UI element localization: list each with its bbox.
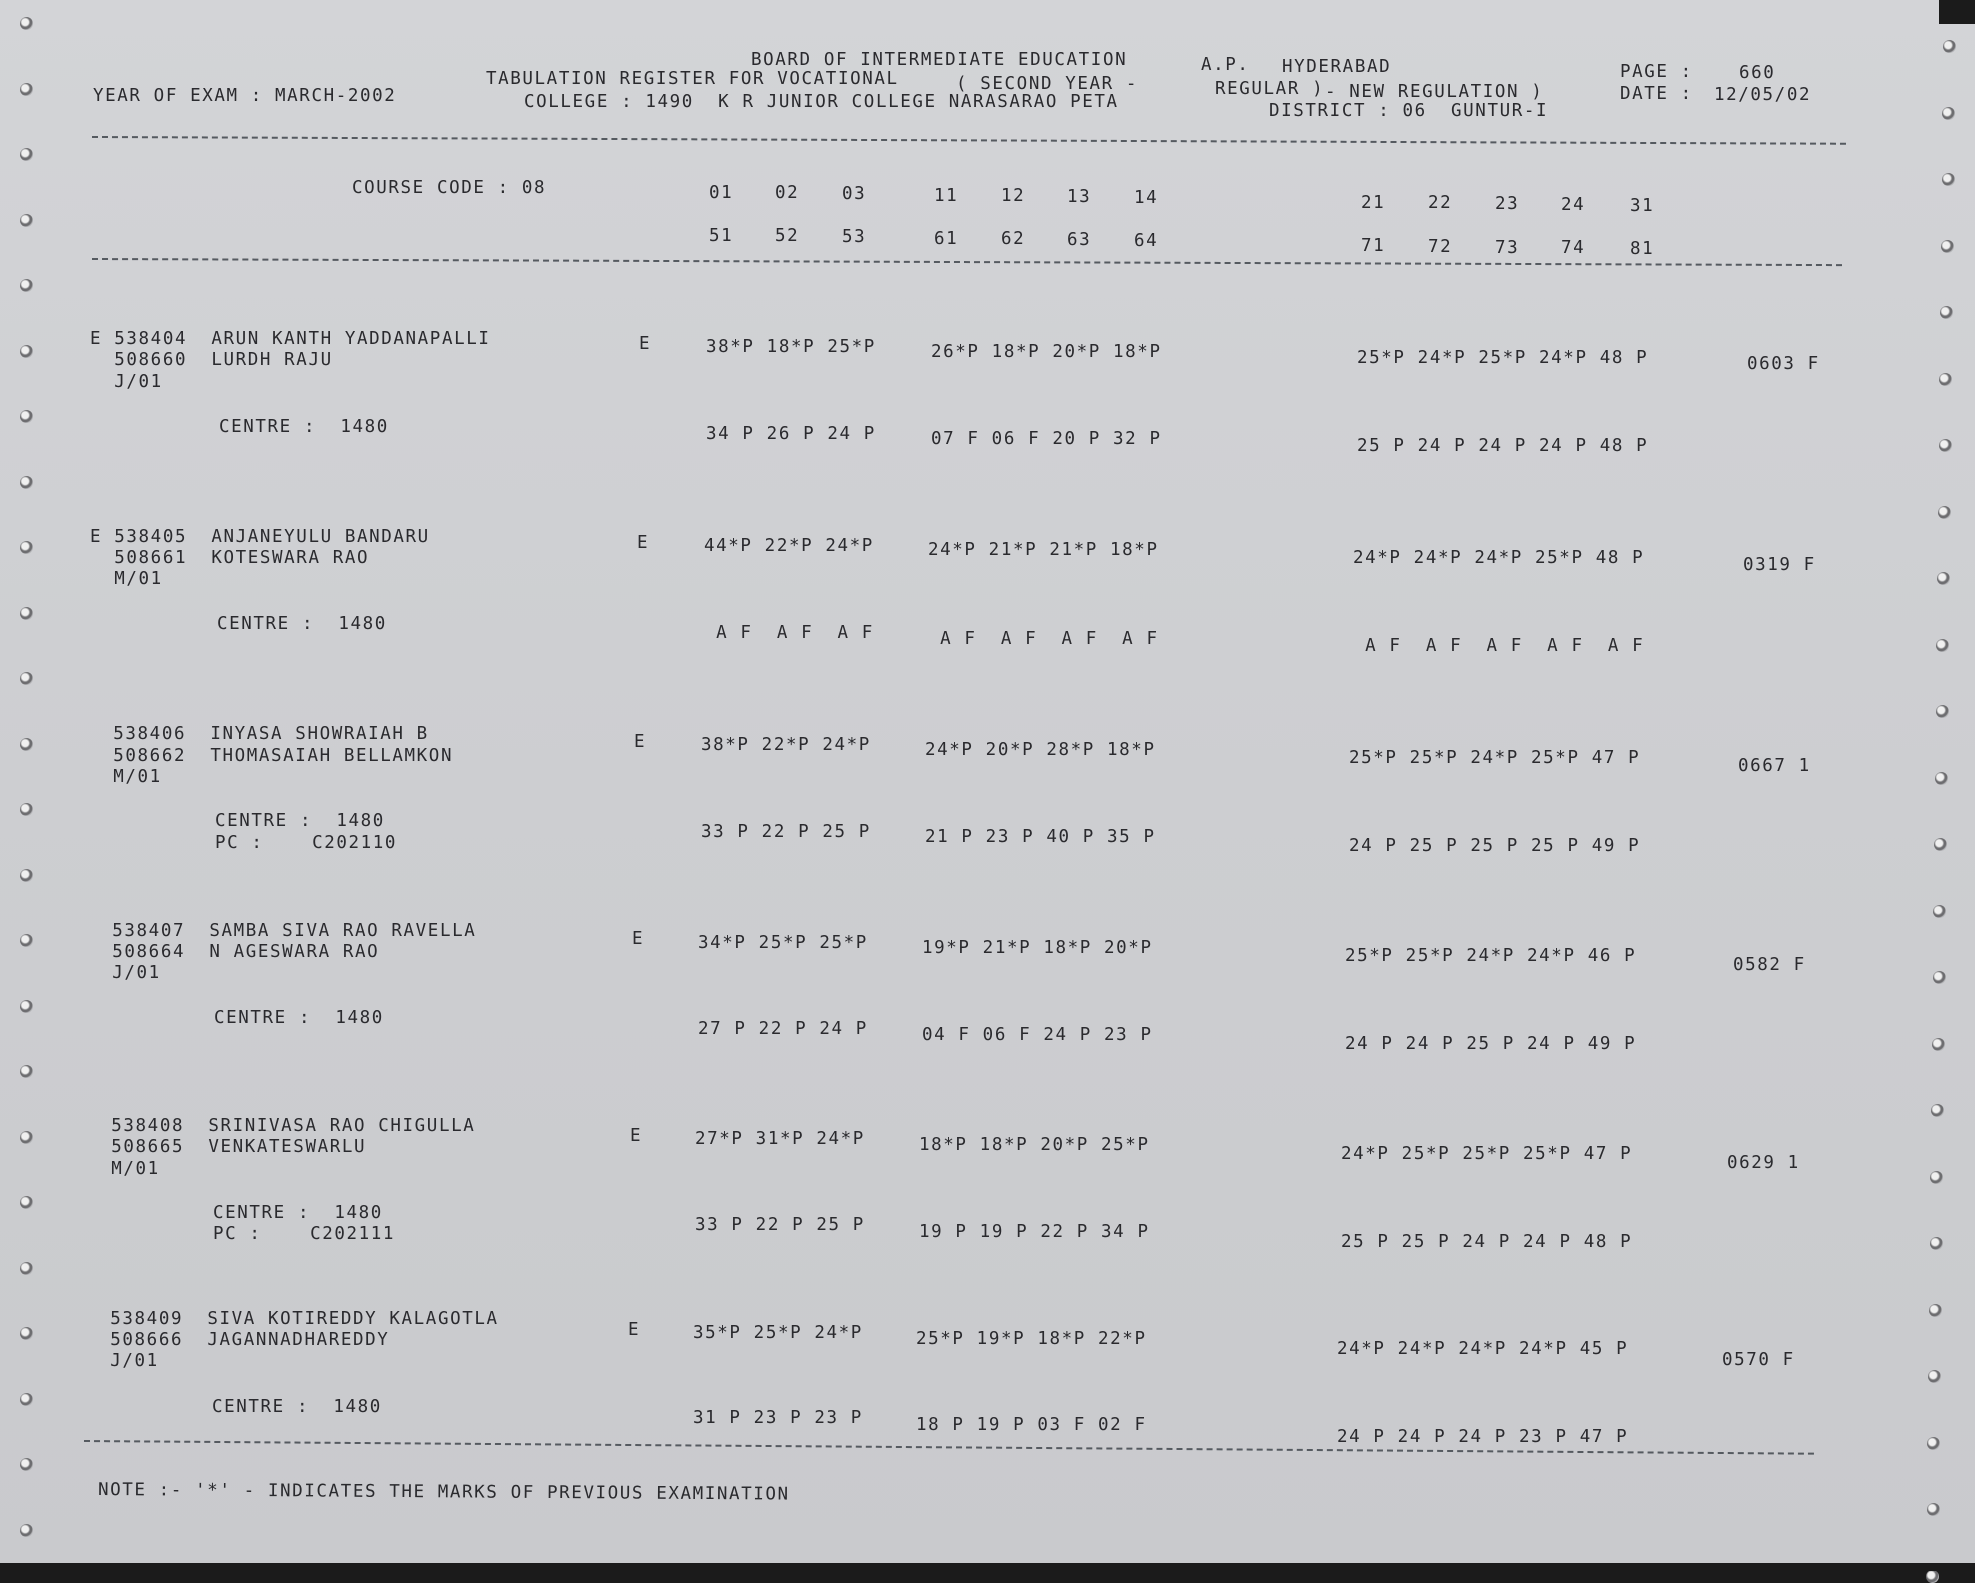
feed-hole — [1939, 373, 1952, 386]
date-label: DATE : — [1620, 84, 1693, 104]
col-code: 12 — [1001, 186, 1026, 206]
feed-hole — [20, 17, 33, 30]
board-title: BOARD OF INTERMEDIATE EDUCATION — [751, 50, 1128, 70]
feed-hole — [1929, 1304, 1942, 1317]
col-code: 64 — [1134, 231, 1159, 251]
feed-hole — [20, 607, 33, 620]
col-code: 51 — [709, 226, 734, 246]
marks-second-year-group-3: A F A F A F A F A F — [1353, 636, 1645, 656]
page-label: PAGE : — [1620, 62, 1693, 82]
medium: E — [639, 334, 652, 354]
medium: E — [628, 1320, 641, 1340]
marks-second-year-group-3: 24 P 25 P 25 P 25 P 49 P — [1349, 836, 1641, 856]
marks-second-year-group-3: 24 P 24 P 25 P 24 P 49 P — [1345, 1034, 1637, 1054]
print-date: 12/05/02 — [1714, 85, 1812, 105]
register-title: TABULATION REGISTER FOR VOCATIONAL — [486, 69, 899, 89]
group-code: J/01 — [86, 1351, 159, 1371]
pc-code: PC : C202111 — [213, 1224, 396, 1244]
left-tractor-feed-strip — [0, 0, 60, 1571]
marks-first-year-group-1: 44*P 22*P 24*P — [704, 536, 874, 556]
group-code: M/01 — [90, 569, 163, 589]
college-label: COLLEGE : 1490 K R JUNIOR COLLEGE NARASARAO PETA — [524, 92, 1119, 112]
col-code: 24 — [1561, 195, 1586, 215]
marks-first-year-group-1: 38*P 18*P 25*P — [706, 337, 876, 357]
centre: CENTRE : 1480 — [214, 1008, 384, 1028]
feed-hole — [1940, 306, 1953, 319]
centre: CENTRE : 1480 — [213, 1203, 383, 1223]
feed-hole — [20, 803, 33, 816]
hall-ticket-and-father: 508661 KOTESWARA RAO — [90, 548, 370, 568]
medium: E — [634, 732, 647, 752]
col-code: 53 — [842, 227, 867, 247]
feed-hole — [20, 1524, 33, 1537]
course-code: COURSE CODE : 08 — [352, 178, 547, 198]
marks-second-year-group-2: 21 P 23 P 40 P 35 P — [925, 827, 1156, 847]
right-tractor-feed-strip — [1905, 0, 1975, 1571]
group-code: M/01 — [87, 1159, 160, 1179]
group-code: J/01 — [88, 963, 161, 983]
feed-hole — [20, 934, 33, 947]
marks-second-year-group-3: 25 P 25 P 24 P 24 P 48 P — [1341, 1232, 1633, 1252]
feed-hole — [20, 672, 33, 685]
marks-first-year-group-3: 24*P 24*P 24*P 24*P 45 P — [1337, 1339, 1629, 1359]
total-and-result: 0667 1 — [1738, 756, 1811, 776]
pc-code: PC : C202110 — [215, 833, 398, 853]
centre: CENTRE : 1480 — [219, 417, 389, 437]
feed-hole — [20, 83, 33, 96]
feed-hole — [1927, 1437, 1940, 1450]
regulation-label: - NEW REGULATION ) — [1325, 82, 1544, 102]
roll-and-name: E 538405 ANJANEYULU BANDARU — [90, 527, 430, 547]
marks-second-year-group-2: 19 P 19 P 22 P 34 P — [919, 1222, 1150, 1242]
col-code: 14 — [1134, 188, 1159, 208]
marks-first-year-group-2: 18*P 18*P 20*P 25*P — [919, 1135, 1150, 1155]
feed-hole — [1942, 107, 1955, 120]
feed-hole — [1937, 572, 1950, 585]
marks-first-year-group-2: 19*P 21*P 18*P 20*P — [922, 938, 1153, 958]
marks-first-year-group-1: 27*P 31*P 24*P — [695, 1129, 865, 1149]
footer-note: NOTE :- '*' - INDICATES THE MARKS OF PREVIOUS EXAMINATION — [97, 1480, 790, 1505]
medium: E — [630, 1126, 643, 1146]
col-code: 72 — [1428, 237, 1453, 257]
state-label: A.P. — [1201, 55, 1250, 75]
total-and-result: 0603 F — [1747, 354, 1820, 374]
col-code: 63 — [1067, 230, 1092, 250]
col-code: 13 — [1067, 187, 1092, 207]
col-code: 74 — [1561, 238, 1586, 258]
hall-ticket-and-father: 508665 VENKATESWARLU — [87, 1137, 367, 1157]
col-code: 81 — [1630, 239, 1655, 259]
header-rule — [92, 136, 1846, 145]
feed-hole — [1943, 40, 1956, 53]
marks-second-year-group-2: A F A F A F A F — [928, 629, 1159, 649]
col-code: 52 — [775, 226, 800, 246]
col-code: 01 — [709, 183, 734, 203]
feed-hole — [20, 1327, 33, 1340]
column-header-rule — [92, 258, 1842, 266]
feed-hole — [1932, 1038, 1945, 1051]
feed-hole — [1934, 838, 1947, 851]
total-and-result: 0582 F — [1733, 955, 1806, 975]
feed-hole — [20, 410, 33, 423]
marks-second-year-group-1: 33 P 22 P 25 P — [695, 1215, 865, 1235]
feed-hole — [20, 1065, 33, 1078]
feed-hole — [20, 1000, 33, 1013]
image-bottom-edge — [0, 1563, 1975, 1571]
page-number: 660 — [1739, 63, 1776, 83]
feed-hole — [1938, 506, 1951, 519]
feed-hole — [20, 476, 33, 489]
feed-hole — [20, 214, 33, 227]
marks-second-year-group-2: 07 F 06 F 20 P 32 P — [931, 429, 1162, 449]
col-code: 21 — [1361, 193, 1386, 213]
col-code: 61 — [934, 229, 959, 249]
feed-hole — [1936, 639, 1949, 652]
centre: CENTRE : 1480 — [217, 614, 387, 634]
medium: E — [632, 929, 645, 949]
marks-second-year-group-2: 04 F 06 F 24 P 23 P — [922, 1025, 1153, 1045]
feed-hole — [1942, 173, 1955, 186]
centre: CENTRE : 1480 — [212, 1397, 382, 1417]
marks-second-year-group-1: 33 P 22 P 25 P — [701, 822, 871, 842]
feed-hole — [20, 1262, 33, 1275]
marks-first-year-group-3: 24*P 24*P 24*P 25*P 48 P — [1353, 548, 1645, 568]
feed-hole — [20, 869, 33, 882]
col-code: 22 — [1428, 193, 1453, 213]
marks-first-year-group-2: 26*P 18*P 20*P 18*P — [931, 342, 1162, 362]
feed-hole — [1930, 1171, 1943, 1184]
feed-hole — [20, 1393, 33, 1406]
marks-second-year-group-3: 24 P 24 P 24 P 23 P 47 P — [1337, 1427, 1629, 1447]
roll-and-name: E 538404 ARUN KANTH YADDANAPALLI — [90, 329, 491, 349]
city-label: HYDERABAD — [1282, 57, 1392, 77]
feed-hole — [1930, 1237, 1943, 1250]
feed-hole — [1939, 439, 1952, 452]
feed-hole — [1936, 705, 1949, 718]
regular-label: REGULAR ) — [1215, 79, 1325, 99]
hall-ticket-and-father: 508662 THOMASAIAH BELLAMKON — [89, 746, 454, 766]
hall-ticket-and-father: 508666 JAGANNADHAREDDY — [86, 1330, 390, 1350]
col-code: 62 — [1001, 229, 1026, 249]
col-code: 23 — [1495, 194, 1520, 214]
feed-hole — [20, 1458, 33, 1471]
image-corner — [1939, 0, 1975, 24]
district-label: DISTRICT : 06 GUNTUR-I — [1269, 101, 1549, 121]
marks-first-year-group-2: 24*P 20*P 28*P 18*P — [925, 740, 1156, 760]
feed-hole — [1933, 971, 1946, 984]
medium: E — [637, 533, 650, 553]
feed-hole — [1928, 1370, 1941, 1383]
hall-ticket-and-father: 508660 LURDH RAJU — [90, 350, 333, 370]
marks-first-year-group-3: 25*P 24*P 25*P 24*P 48 P — [1357, 348, 1649, 368]
marks-second-year-group-1: 31 P 23 P 23 P — [693, 1408, 863, 1428]
feed-hole — [1931, 1104, 1944, 1117]
year-of-exam: YEAR OF EXAM : MARCH-2002 — [93, 86, 397, 106]
marks-second-year-group-1: A F A F A F — [704, 623, 874, 643]
roll-and-name: 538409 SIVA KOTIREDDY KALAGOTLA — [86, 1309, 499, 1329]
col-code: 73 — [1495, 238, 1520, 258]
feed-hole — [20, 541, 33, 554]
col-code: 03 — [842, 184, 867, 204]
roll-and-name: 538407 SAMBA SIVA RAO RAVELLA — [88, 921, 477, 941]
col-code: 71 — [1361, 236, 1386, 256]
feed-hole — [1933, 905, 1946, 918]
marks-second-year-group-1: 27 P 22 P 24 P — [698, 1019, 868, 1039]
marks-first-year-group-3: 25*P 25*P 24*P 24*P 46 P — [1345, 946, 1637, 966]
hall-ticket-and-father: 508664 N AGESWARA RAO — [88, 942, 380, 962]
feed-hole — [1941, 240, 1954, 253]
marks-second-year-group-2: 18 P 19 P 03 F 02 F — [916, 1415, 1147, 1435]
total-and-result: 0319 F — [1743, 555, 1816, 575]
group-code: J/01 — [90, 372, 163, 392]
marks-first-year-group-1: 34*P 25*P 25*P — [698, 933, 868, 953]
group-code: M/01 — [89, 767, 162, 787]
col-code: 02 — [775, 183, 800, 203]
feed-hole — [20, 1196, 33, 1209]
total-and-result: 0570 F — [1722, 1350, 1795, 1370]
feed-hole — [20, 279, 33, 292]
feed-hole — [20, 738, 33, 751]
feed-hole — [1927, 1503, 1940, 1516]
marks-second-year-group-3: 25 P 24 P 24 P 24 P 48 P — [1357, 436, 1649, 456]
roll-and-name: 538406 INYASA SHOWRAIAH B — [89, 724, 429, 744]
marks-first-year-group-2: 25*P 19*P 18*P 22*P — [916, 1329, 1147, 1349]
col-code: 11 — [934, 186, 959, 206]
marks-first-year-group-1: 35*P 25*P 24*P — [693, 1323, 863, 1343]
total-and-result: 0629 1 — [1727, 1153, 1800, 1173]
year-part-label: ( SECOND YEAR - — [956, 74, 1139, 94]
roll-and-name: 538408 SRINIVASA RAO CHIGULLA — [87, 1116, 476, 1136]
feed-hole — [20, 345, 33, 358]
marks-second-year-group-1: 34 P 26 P 24 P — [706, 424, 876, 444]
feed-hole — [1935, 772, 1948, 785]
feed-hole — [1926, 1570, 1939, 1583]
centre: CENTRE : 1480 — [215, 811, 385, 831]
marks-first-year-group-1: 38*P 22*P 24*P — [701, 735, 871, 755]
feed-hole — [20, 148, 33, 161]
marks-first-year-group-3: 25*P 25*P 24*P 25*P 47 P — [1349, 748, 1641, 768]
col-code: 31 — [1630, 196, 1655, 216]
marks-first-year-group-2: 24*P 21*P 21*P 18*P — [928, 540, 1159, 560]
feed-hole — [20, 1131, 33, 1144]
marks-first-year-group-3: 24*P 25*P 25*P 25*P 47 P — [1341, 1144, 1633, 1164]
